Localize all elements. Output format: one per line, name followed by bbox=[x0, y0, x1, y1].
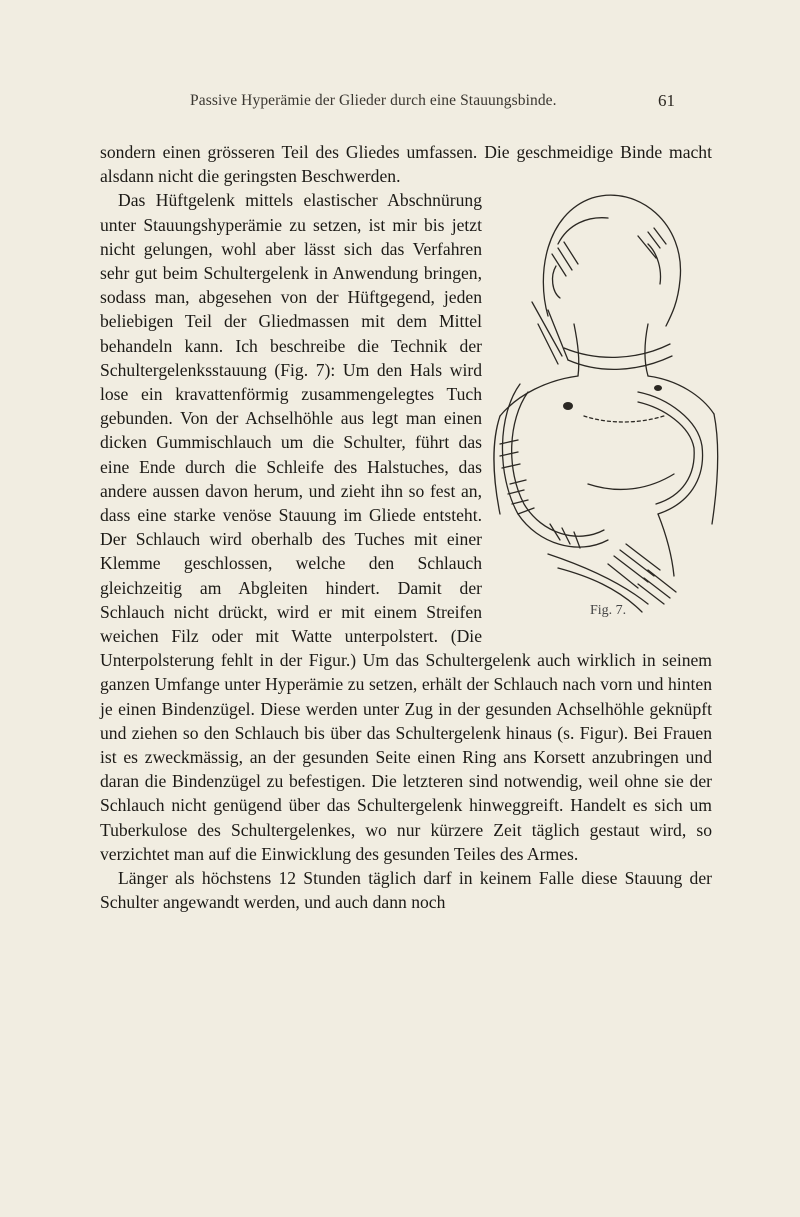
shoulder-bandage-illustration bbox=[488, 184, 724, 624]
running-header: Passive Hyperämie der Glieder durch eine Stauungsbinde. bbox=[190, 92, 557, 109]
paragraph-3: Länger als höchstens 12 Stunden täglich darf in keinem Falle diese Stauung der Schulter angewandt werden, und auch dann noch bbox=[100, 868, 712, 913]
figure-caption: Fig. 7. bbox=[590, 603, 627, 619]
body-text bbox=[100, 140, 712, 915]
page-number: 61 bbox=[658, 91, 675, 110]
paragraph-2: Das Hüftgelenk mittels elastischer Abschnürung unter Stauungshyperämie zu setzen, ist mir bis jetzt nicht gelungen, wohl aber lässt sich das Verfahren sehr gut beim Schultergelenk in Anwendung bringen, sodass man, abgesehen von der Hüftgegend, jeden beliebigen Teil der Gliedmassen mit dem Mittel behandeln kann. Ich beschreibe die Technik der Schultergelenksstauung (Fig. 7): Um den Hals wird lose ein kravattenförmig zusammengelegtes Tuch gebunden. Von der Achselhöhle aus legt man einen dicken Gummischlauch um die Schulter, führt das eine Ende durch die Schleife des Halstuches, das andere aussen davon herum, und zieht ihn so fest an, dass eine starke venöse Stauung im Gliede entsteht. Der Schlauch wird oberhalb des Tuches mit einer Klemme geschlossen, welche den Schlauch gleichzeitig am Abgleiten hindert. Damit der Schlauch nicht drückt, wird er mit einem Streifen weichen Filz oder mit Watte unterpolstert. (Die Unterpolsterung fehlt in der Figur.) Um das Schultergelenk auch wirklich in seinem ganzen Umfange unter Hyperämie zu setzen, erhält der Schlauch nach vorn und hinten je einen Bindenzügel. Diese werden unter Zug in der gesunden Achselhöhle geknüpft und ziehen so den Schlauch bis über das Schultergelenk hinaus (s. Figur). Bei Frauen ist es zweckmässig, an der gesunden Seite einen Ring ans Korsett anzubringen und daran die Bindenzügel zu befestigen. Die letzteren sind notwendig, weil ohne sie der Schlauch nicht genügend über das Schultergelenk hinweggreift. Handelt es sich um Tuberkulose des Schultergelenkes, wo nur kürzere Zeit täglich gestaut wird, so verzichtet man auf die Einwicklung des gesunden Teiles des Armes. bbox=[100, 190, 712, 864]
figure-7 bbox=[488, 184, 724, 637]
paragraph-1: sondern einen grösseren Teil des Gliedes umfassen. Die geschmeidige Binde macht alsdann nicht die geringsten Beschwerden. bbox=[100, 142, 712, 187]
